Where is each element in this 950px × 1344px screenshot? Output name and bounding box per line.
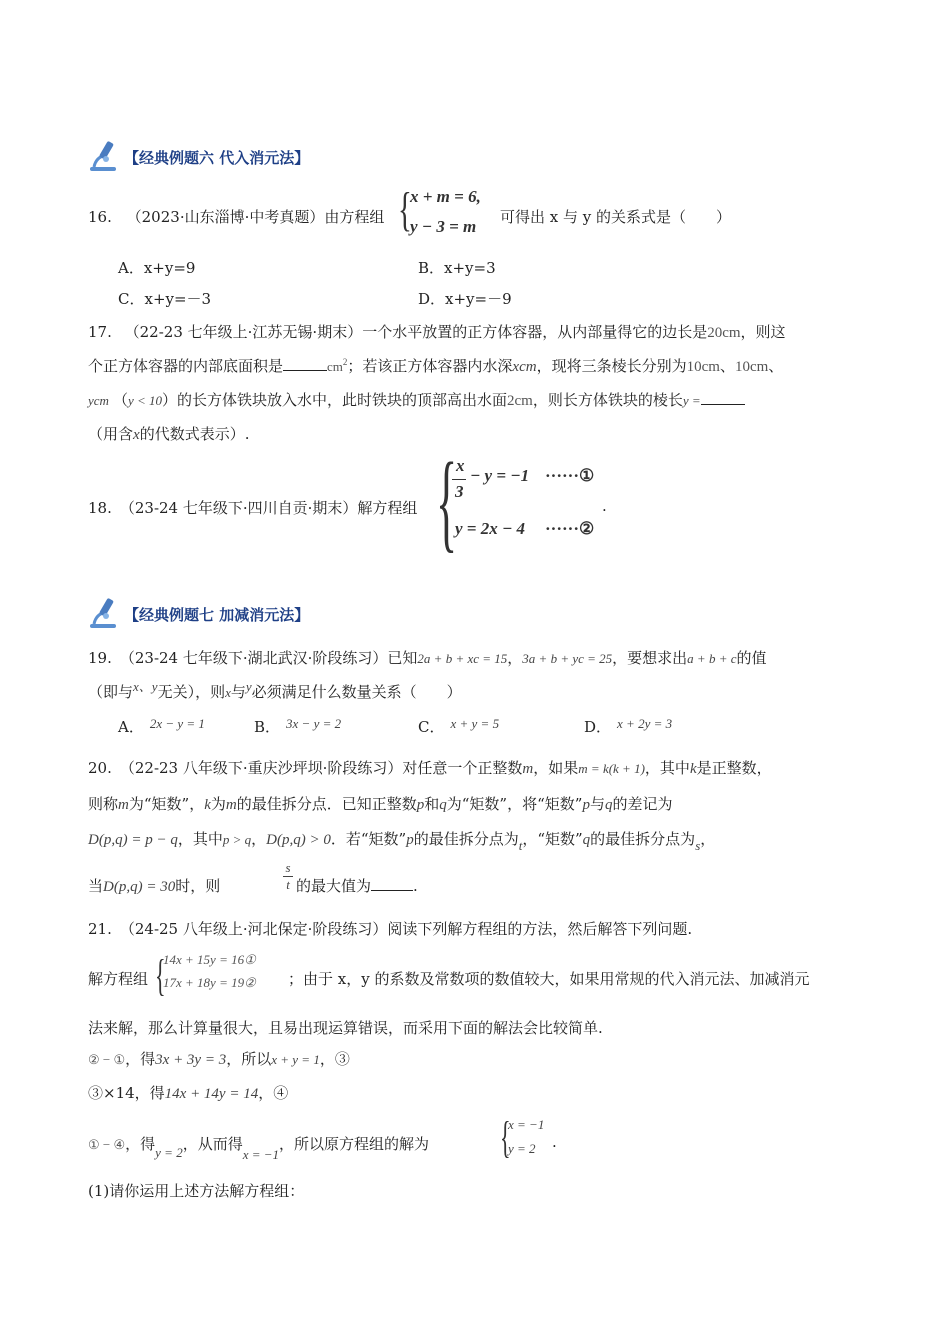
- q19-option-d[interactable]: D． x + 2y = 3: [584, 716, 673, 736]
- q21-eq2: 17x + 18y = 19②: [163, 975, 256, 990]
- q21-period: .: [552, 1133, 557, 1151]
- q21-part1: (1)请你运用上述方法解方程组：: [88, 1182, 305, 1200]
- q16-eq1: x + m = 6,: [410, 187, 481, 206]
- q20-line4-tail: 的最大值为 .: [296, 877, 418, 895]
- q20-fraction: s t: [283, 861, 293, 892]
- q16-option-d[interactable]: D．x+y=－9: [418, 290, 512, 308]
- section-title-6: 【经典例题六 代入消元法】: [124, 149, 310, 167]
- q20-blank[interactable]: [371, 876, 413, 891]
- q21-line4: ② − ①，得3x + 3y = 3，所以x + y = 1，③: [88, 1050, 350, 1068]
- section-title-7: 【经典例题七 加减消元法】: [124, 606, 310, 624]
- q19-line1: 19. （23-24 七年级下·湖北武汉·阶段练习）已知2a + b + xc = 15，3a + b + yc = 25，要想求出a + b + c的值: [88, 649, 767, 667]
- q18-brace: {: [436, 440, 458, 562]
- q21-brace: {: [155, 951, 166, 1000]
- q17-line3: ycm （y < 10）的长方体铁块放入水中，此时铁块的顶部高出水面2cm，则长方体铁块的棱长y =: [88, 389, 745, 410]
- q21-solution-brace: {: [500, 1113, 511, 1162]
- q18-frac-bar: [452, 479, 466, 480]
- q18-frac-den: 3: [455, 482, 464, 501]
- q20-line3: D(p,q) = p − q，其中p > q，D(p,q) > 0．若“矩数”p的最佳拆分点为t，“矩数”q的最佳拆分点为s，: [88, 830, 716, 853]
- q19-option-a[interactable]: A． 2x − y = 1: [118, 716, 205, 736]
- q17-blank-2[interactable]: [701, 390, 745, 405]
- q16-line: [88, 206, 384, 227]
- q17-blank-1[interactable]: [283, 356, 327, 371]
- q16-eq2: y − 3 = m: [410, 217, 477, 236]
- q17-line4: （用含x的代数式表示）.: [88, 425, 250, 443]
- q18-line: 18. （23-24 七年级下·四川自贡·期末）解方程组: [88, 499, 418, 517]
- q21-line6: ① − ④，得y = 2，从而得x = −1，所以原方程组的解为: [88, 1135, 430, 1162]
- q18-eq1: − y = −1: [470, 466, 530, 485]
- q21-eq1: 14x + 15y = 16①: [163, 952, 256, 967]
- q21-line2b: ；由于 x，y 的系数及常数项的数值较大，如果用常规的代入消元法、加减消元: [288, 970, 810, 988]
- q18-frac-num: x: [456, 456, 465, 475]
- q16-tail: 可得出 x 与 y 的关系式是（ ）: [500, 208, 732, 226]
- q20-line4: 当D(p,q) = 30时，则: [88, 877, 221, 895]
- microscope-icon: [86, 137, 122, 173]
- q21-line2a: 解方程组: [88, 970, 149, 988]
- q17-line2: 个正方体容器的内部底面积是 $cm^2$；若该正方体容器内水深xcm，现将三条棱长分别为10cm、10cm、: [88, 357, 784, 375]
- q19-option-b[interactable]: B． 3x − y = 2: [254, 716, 342, 736]
- q21-solution-y: y = 2: [508, 1141, 536, 1156]
- q16-option-b[interactable]: B．x+y=3: [418, 259, 496, 277]
- q16-number: 16.: [88, 208, 112, 226]
- q18-eq2-tag: ······②: [545, 519, 595, 538]
- q21-solution-x: x = −1: [508, 1117, 545, 1132]
- q20-line1: 20. （22-23 八年级下·重庆沙坪坝·阶段练习）对任意一个正整数m，如果m = k(k + 1)，其中k是正整数，: [88, 759, 772, 777]
- q16-brace: {: [398, 183, 412, 236]
- q18-eq1-tag: ······①: [545, 466, 595, 485]
- q19-option-c[interactable]: C． x + y = 5: [418, 716, 500, 736]
- microscope-icon: [86, 594, 122, 630]
- q21-line5: ③×14，得14x + 14y = 14，④: [88, 1084, 289, 1102]
- q16-option-c[interactable]: C．x+y=－3: [118, 290, 212, 308]
- q21-line1: 21. （24-25 八年级上·河北保定·阶段练习）阅读下列解方程组的方法，然后解答下列问题.: [88, 920, 693, 938]
- q21-line3: 法来解，那么计算量很大，且易出现运算错误，而采用下面的解法会比较简单.: [88, 1019, 603, 1037]
- q20-line2: 则称m为“矩数”，k为m的最佳拆分点．已知正整数p和q为“矩数”，将“矩数”p与q的差记为: [88, 795, 673, 813]
- q18-period: .: [602, 497, 607, 515]
- q18-eq2: y = 2x − 4: [455, 519, 526, 538]
- q16-source: （2023·山东淄博·中考真题）由方程组: [126, 208, 385, 226]
- q19-line2: （即与x、y无关），则x与y必须满足什么数量关系（ ）: [88, 679, 462, 701]
- q17-line1: 17. （22-23 七年级上·江苏无锡·期末）一个水平放置的正方体容器，从内部量得它的边长是20cm，则这: [88, 323, 786, 341]
- q16-option-a[interactable]: A．x+y=9: [118, 259, 196, 277]
